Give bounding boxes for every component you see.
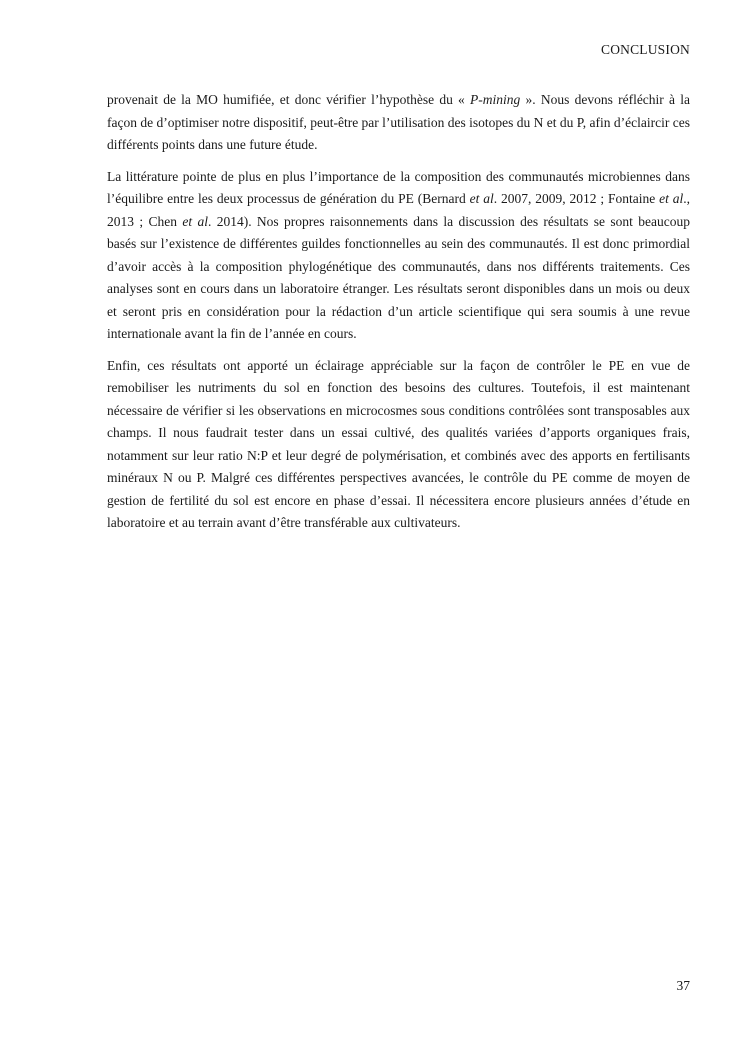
text-run: provenait de la MO humifiée, et donc vérifier l’hypothèse du « [107,92,471,107]
text-run: ., 2013 ; Chen [107,191,690,229]
text-run: . 2007, 2009, 2012 ; Fontaine [493,191,660,206]
paragraph [107,166,690,346]
italic-text-run: P-mining [470,92,521,107]
body-text [107,89,690,544]
paragraph [107,355,690,535]
running-header: CONCLUSION [600,42,690,57]
italic-text-run: et al [182,213,208,229]
text-run: ». Nous devons réfléchir à la façon de d’optimiser notre dispositif, peut-être par l’utilisation des isotopes du N et du P, afin d’éclaircir ces différents points dans une future étude. [107,92,690,152]
text-run: . 2014). Nos propres raisonnements dans la discussion des résultats se sont beaucoup basés sur l’existence de différentes guildes fonctionnelles au sein des communautés. Il est donc primordial d’avoir accès à la composition phylogénétique des communautés, dans nos différents traitements. Ces analyses sont en cours dans un laboratoire étranger. Les résultats seront disponibles dans un mois ou deux et seront pris en considération pour la rédaction d’un article scientifique qui sera soumis à une revue internationale avant la fin de l’année en cours. [107,213,690,341]
text-run: Enfin, ces résultats ont apporté un éclairage appréciable sur la façon de contrôler le PE en vue de remobiliser les nutriments du sol en fonction des besoins des cultures. Toutefois, il est maintenant nécessaire de vérifier si les observations en microcosmes sous conditions contrôlées sont transposables aux champs. Il nous faudrait tester dans un essai cultivé, des qualités variées d’apports organiques frais, notamment sur leur ratio N:P et leur degré de polymérisation, et combinés avec des apports en fertilisants minéraux N ou P. Malgré ces différentes perspectives avancées, le contrôle du PE comme de moyen de gestion de fertilité du sol est encore en phase d’essai. Il nécessitera encore plusieurs années d’étude en laboratoire et au terrain avant d’être transférable aux cultivateurs. [107,357,690,530]
italic-text-run: et al [659,191,684,206]
text-run: La littérature pointe de plus en plus l’importance de la composition des communautés microbiennes dans l’équilibre entre les deux processus de génération du PE (Bernard [107,168,690,206]
page-number: 37 [676,978,690,993]
italic-text-run: et al [469,191,494,206]
paragraph [107,89,690,157]
